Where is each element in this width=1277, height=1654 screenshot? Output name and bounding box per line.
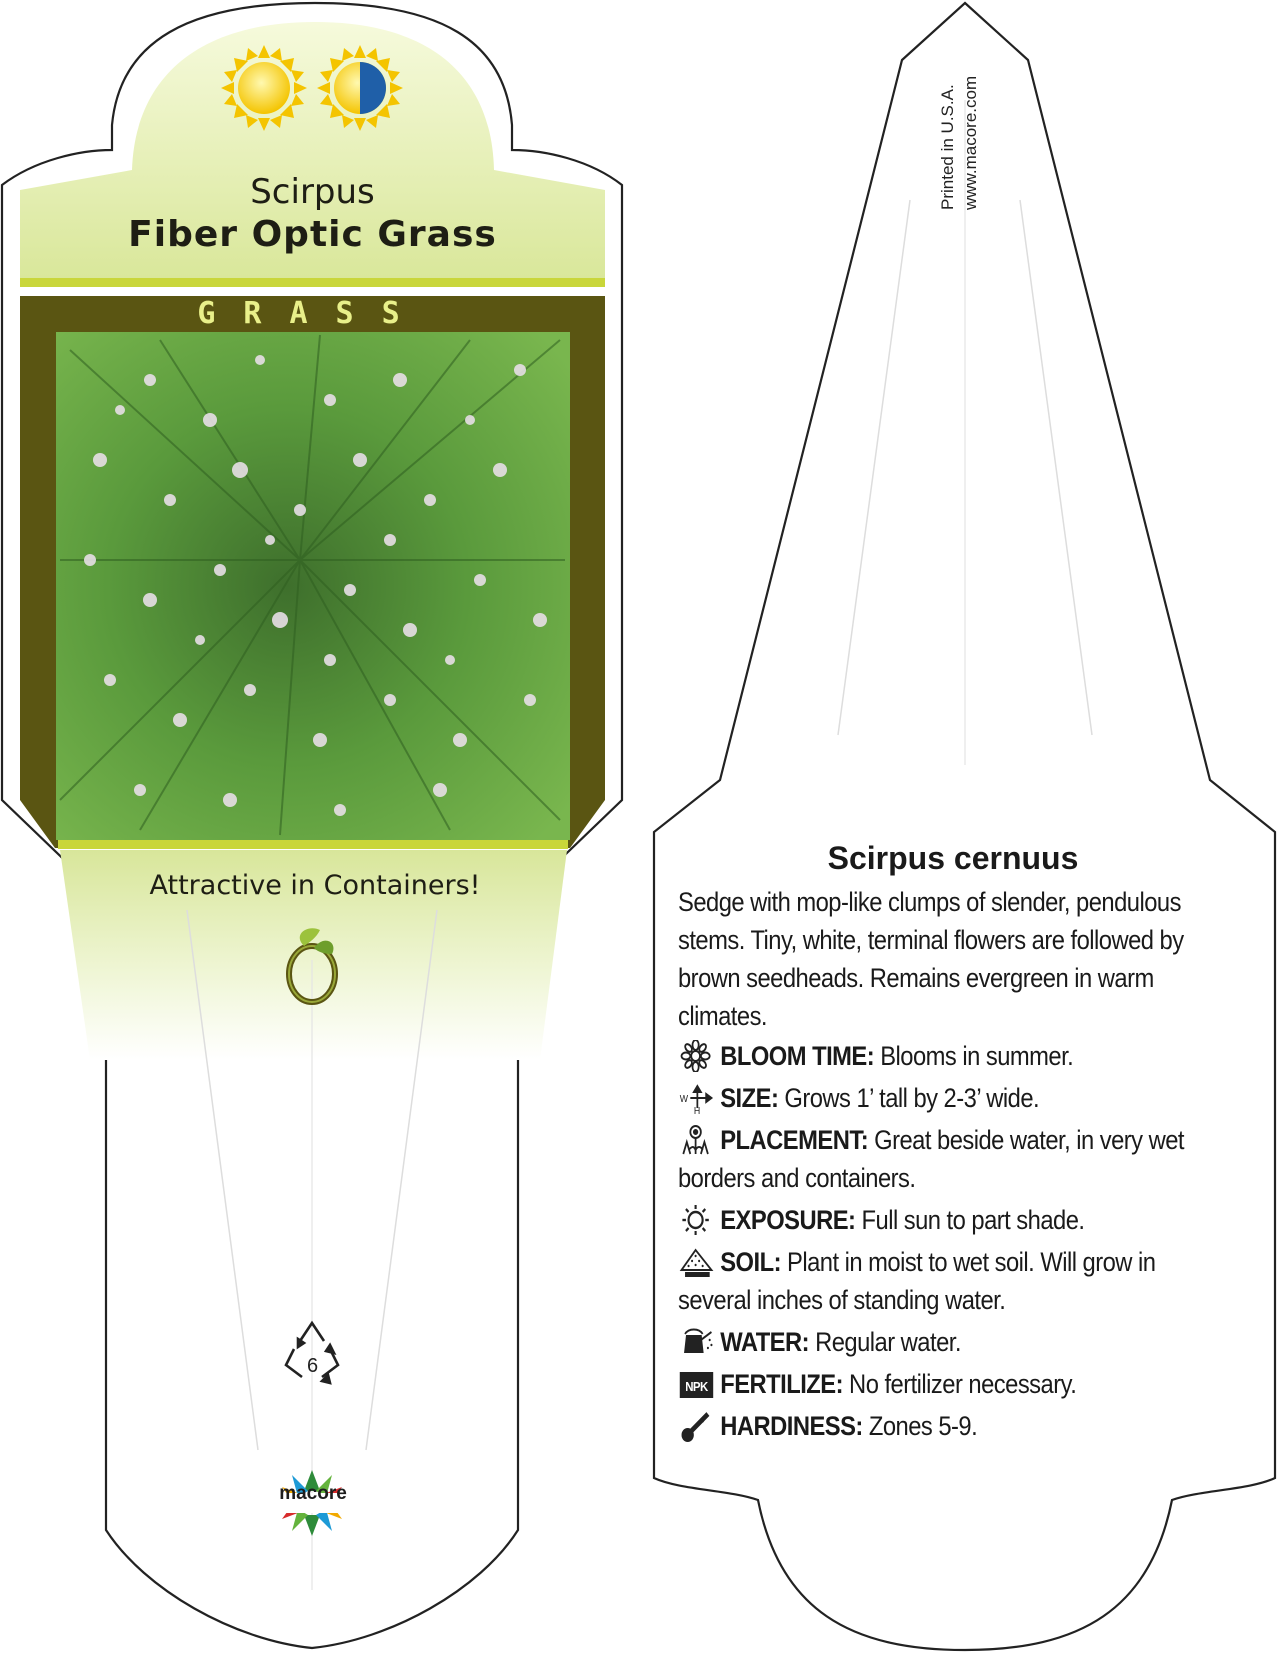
description: Sedge with mop-like clumps of slender, pendulous stems. Tiny, white, terminal flowers are followed by brown seedheads. Remains evergreen in warm climates. (678, 887, 1184, 1031)
care-text: No fertilizer necessary. (842, 1369, 1077, 1399)
common-name-line1: Scirpus (250, 172, 375, 212)
flower-icon (678, 1040, 715, 1072)
care-hardiness (678, 1407, 1215, 1445)
placement-icon (678, 1124, 715, 1156)
care-label: FERTILIZE: (720, 1369, 843, 1399)
svg-text:W: W (679, 1092, 688, 1105)
care-placement (678, 1121, 1215, 1197)
care-fertilize (678, 1365, 1215, 1403)
npk-icon (678, 1368, 715, 1400)
back-content (678, 840, 1218, 1449)
care-label: SOIL: (720, 1247, 781, 1277)
care-size (678, 1079, 1215, 1117)
botanical-name: Scirpus cernuus (827, 840, 1079, 876)
care-text: Great beside water, in very wet borders and containers. (678, 1125, 1184, 1193)
care-label: WATER: (720, 1327, 810, 1357)
care-soil (678, 1243, 1215, 1319)
care-bloom-time (678, 1037, 1215, 1075)
logo-text: macore (279, 1483, 347, 1504)
tagline: Attractive in Containers! (149, 870, 481, 901)
care-label: BLOOM TIME: (720, 1041, 875, 1071)
common-name-line2: Fiber Optic Grass (128, 214, 497, 255)
care-text: Full sun to part shade. (855, 1205, 1085, 1235)
care-label: SIZE: (720, 1083, 779, 1113)
care-list (678, 1037, 1215, 1445)
care-label: EXPOSURE: (720, 1205, 856, 1235)
plant-category: GRASS (197, 296, 428, 331)
plant-photo (56, 332, 570, 840)
care-text: Zones 5-9. (862, 1411, 978, 1441)
thermometer-icon (678, 1410, 715, 1442)
care-text: Regular water. (809, 1327, 961, 1357)
watering-can-icon (678, 1326, 715, 1358)
care-text: Grows 1’ tall by 2-3’ wide. (778, 1083, 1040, 1113)
care-water (678, 1323, 1215, 1361)
website: www.macore.com (961, 75, 980, 210)
size-arrows-icon (678, 1082, 715, 1114)
npk-text: NPK (685, 1379, 708, 1395)
care-text: Blooms in summer. (874, 1041, 1074, 1071)
recycle-number: 6 (306, 1355, 319, 1377)
care-label: HARDINESS: (720, 1411, 863, 1441)
svg-text:H: H (693, 1104, 700, 1114)
printed-in: Printed in U.S.A. (938, 84, 957, 210)
care-label: PLACEMENT: (720, 1125, 869, 1155)
sun-exposure-icon (678, 1204, 715, 1236)
care-exposure (678, 1201, 1215, 1239)
soil-icon (678, 1246, 715, 1278)
care-text: Plant in moist to wet soil. Will grow in several inches of standing water. (678, 1247, 1156, 1315)
